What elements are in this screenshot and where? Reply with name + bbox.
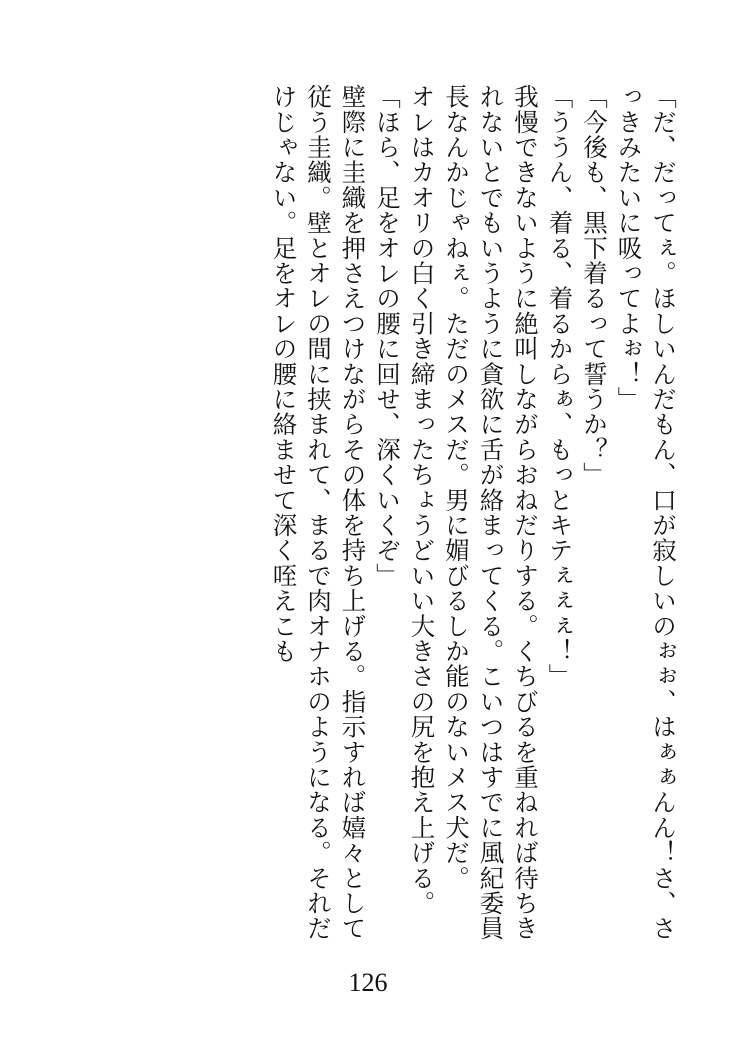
- page-number: 126: [348, 968, 388, 997]
- text-line: 我慢できないように絶叫しながらおねだりする。くちびるを重ねれば待ちきれないとでもいうように貪欲に舌が絡まってくる。こいつはすでに風紀委員長なんかじゃねぇ。ただのメスだ。男に媚びるしか能のないメス犬だ。: [442, 84, 540, 941]
- body-text: [266, 84, 680, 964]
- text-line: 「ううん、着る、着るからぁ、もっとキテぇぇぇ！」: [545, 84, 575, 689]
- text-line: 「だ、だってぇ。ほしいんだもん、口が寂しいのぉぉ、はぁぁんん！さ、さっきみたいに吸ってよぉ！」: [614, 84, 678, 941]
- text-line: 壁際に圭織を押さえつけながらその体を持ち上げる。指示すれば嬉々として従う圭織。壁とオレの間に挟まれて、まるで肉オナホのようになる。それだけじゃない。足をオレの腰に絡ませて深く咥えこも: [269, 84, 368, 941]
- text-line: 「ほら、足をオレの腰に回せ、深くいくぞ」: [373, 84, 402, 588]
- text-line: オレはカオリの白く引き締まったちょうどいい大きさの尻を抱え上げる。: [407, 84, 437, 916]
- text-line: 「今後も、黒下着るって誓うか？」: [580, 84, 609, 488]
